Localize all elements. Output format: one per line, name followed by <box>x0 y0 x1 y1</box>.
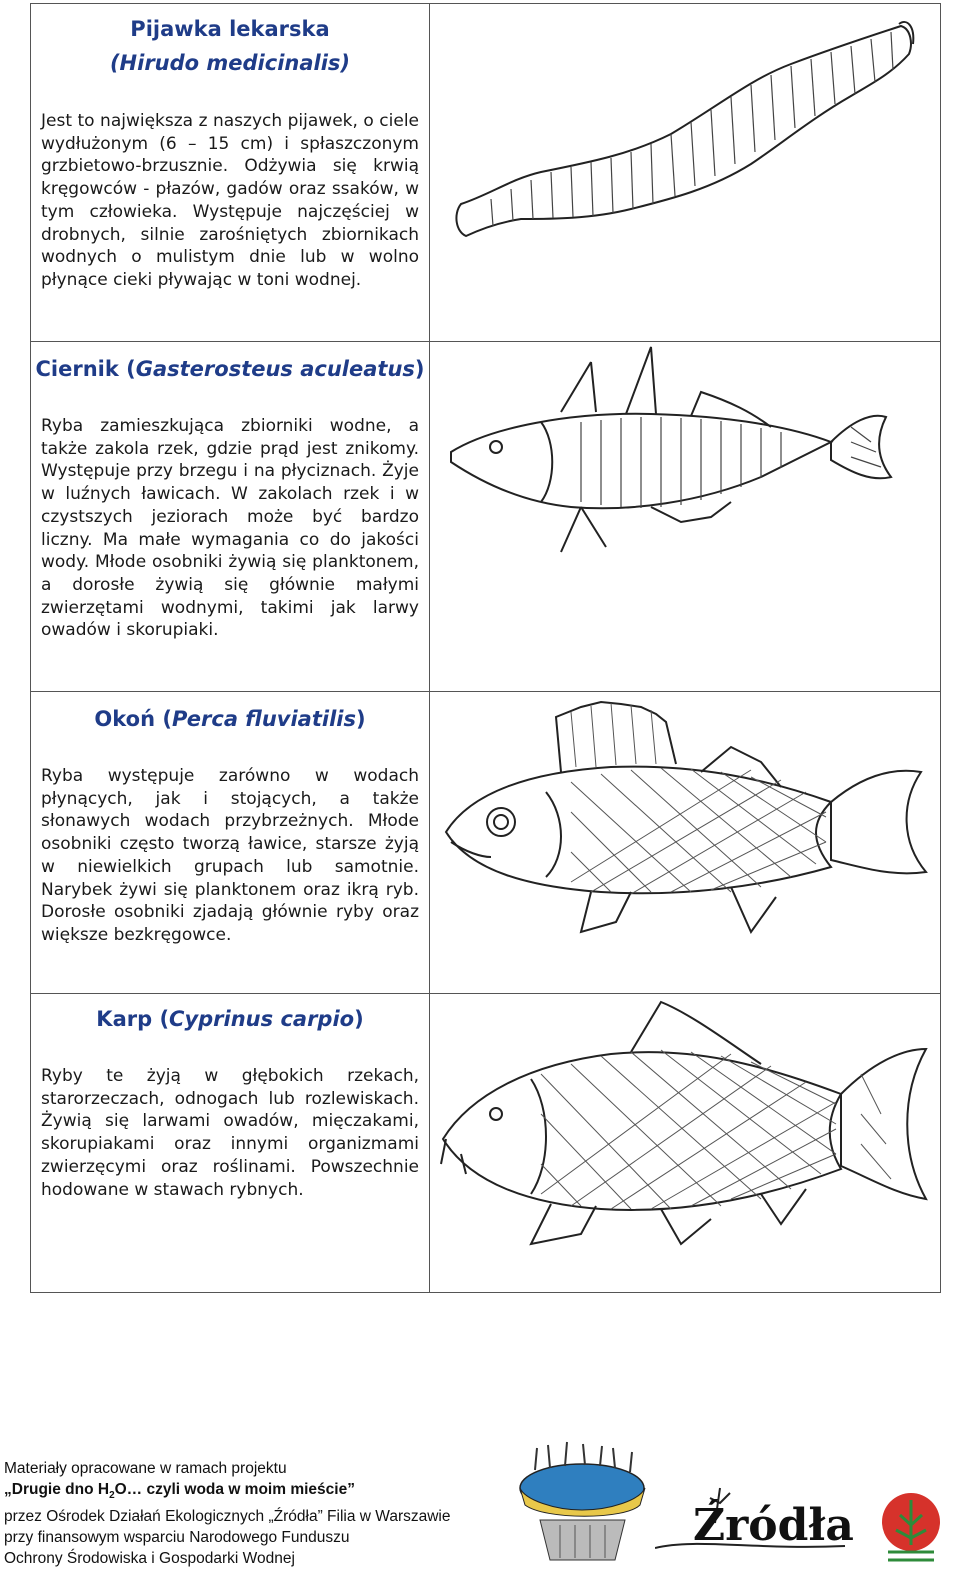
footer-credits <box>4 1458 450 1569</box>
carp-drawing <box>431 994 940 1292</box>
drugie-dno-logo <box>515 1440 650 1574</box>
footer-project-name-part2: O… czyli woda w moim mieście” <box>114 1481 355 1498</box>
carp-latin-name: Cyprinus carpio <box>169 1007 355 1031</box>
table-row-perch <box>31 692 940 994</box>
carp-title <box>31 1002 429 1036</box>
stickleback-title <box>31 352 429 386</box>
leech-description: Jest to największa z naszych pijawek, o ciele wydłużonym (6 – 15 cm) i spłaszczonym grzbietowo-brzusznie. Odżywia się krwią kręgowców - płazów, gadów oraz ssaków, w tym człowieka. Występuje najczęściej w drobnych, silnie zarośniętych zbiornikach wodnych o mulistym dnie lub w wolno płynące cieki pływając w toni wodnej. <box>41 111 419 290</box>
perch-latin-name: Perca fluviatilis <box>171 707 356 731</box>
perch-description: Ryba występuje zarówno w wodach płynących, jak i stojących, a także słonawych wodach przybrzeżnych. Młode osobniki często tworzą ławice, starsze żyją w niewielkich grupach lub samotnie. Narybek żywi się planktonem oraz ikrą ryb. Dorosłe osobniki zjadają głównie ryby oraz większe bezkręgowce. <box>41 766 419 945</box>
footer-project-name-part1: „Drugie dno H <box>4 1481 110 1498</box>
footer-project-name-subscript: 2 <box>109 1490 115 1502</box>
perch-drawing <box>431 692 940 994</box>
table-row-carp <box>31 994 940 1292</box>
stickleback-common-name: Ciernik ( <box>35 357 136 381</box>
footer-line-organization: przez Ośrodek Działań Ekologicznych „Źródła” Filia w Warszawie <box>4 1508 451 1526</box>
footer-line-funding: przy finansowym wsparciu Narodowego Funduszu <box>4 1529 350 1547</box>
perch-title <box>31 702 429 736</box>
table-row-stickleback <box>31 342 940 692</box>
leech-drawing <box>431 4 940 342</box>
zrodla-logo <box>655 1478 855 1557</box>
leech-common-name: Pijawka lekarska <box>130 17 330 41</box>
species-table <box>30 3 941 1293</box>
stickleback-latin-name: Gasterosteus aculeatus <box>135 357 415 381</box>
table-row-leech <box>31 4 940 342</box>
leech-title <box>31 12 429 80</box>
carp-description: Ryby te żyją w głębokich rzekach, starorzeczach, odnogach lub rozlewiskach. Żywią się larwami owadów, mięczakami, skorupiakami oraz innymi organizmami zwierzęcymi oraz roślinami. Powszechnie hodowane w stawach rybnych. <box>41 1066 419 1200</box>
nfosigw-logo <box>880 1490 942 1574</box>
title-paren: ) <box>355 707 366 731</box>
carp-common-name: Karp ( <box>96 1007 170 1031</box>
zrodla-logo-text: Źródła <box>693 1500 854 1551</box>
title-paren: ) <box>354 1007 364 1031</box>
leech-latin-name: (Hirudo medicinalis) <box>109 51 351 75</box>
footer-line-project: Materiały opracowane w ramach projektu <box>4 1460 287 1477</box>
stickleback-drawing <box>431 342 940 692</box>
stickleback-description: Ryba zamieszkująca zbiorniki wodne, a także zakola rzek, gdzie prąd jest znikomy. Występuje przy brzegu i na płyciznach. Żyje w luźnych ławicach. W zakolach rzek i w czystszych jeziorach może być bardzo liczny. Ma małe wymagania co do jakości wody. Młode osobniki żywią się planktonem, a dorosłe żywią się głównie małymi zwierzętami wodnymi, takimi jak larwy owadów i skorupiaki. <box>41 416 419 641</box>
footer-line-fund-name: Ochrony Środowiska i Gospodarki Wodnej <box>4 1550 295 1568</box>
footer-line-project-name <box>4 1479 450 1506</box>
perch-common-name: Okoń ( <box>94 707 172 731</box>
title-paren: ) <box>414 357 425 381</box>
